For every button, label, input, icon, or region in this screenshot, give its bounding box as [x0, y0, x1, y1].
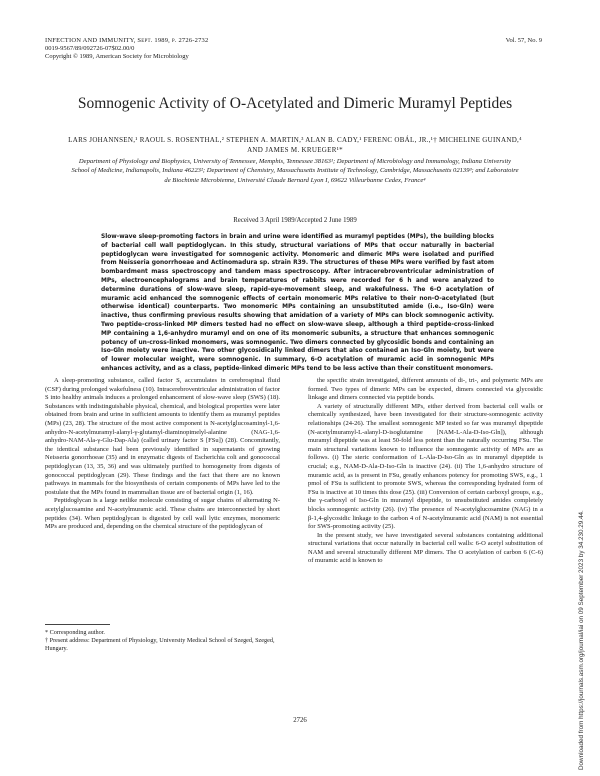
author-affiliations: Department of Physiology and Biophysics, University of Tennessee, Memphis, Tennessee 38163¹; Department of Microbiology and Immunology, Indiana University School of Medicine, Indianapolis, Indiana 46223²; Department of Chemistry, Massachusetts Institute of Technology, Cambridge, Massachusetts 02139³; and Laboratoire de Biochimie Microbienne, Université Claude Bernard Lyon I, 69622 Villeurbanne Cedex, France⁴: [71, 158, 519, 184]
download-watermark: [578, 380, 588, 770]
copyright-line: Copyright © 1989, American Society for Microbiology: [45, 53, 189, 61]
page-number: 2726: [293, 717, 307, 724]
issn-code: 0019-9567/89/092726-07$02.00/0: [45, 45, 135, 53]
article-title: Somnogenic Activity of O-Acetylated and Dimeric Muramyl Peptides: [77, 95, 513, 112]
body-paragraph: A variety of structurally different MPs, either derived from bacterial cell walls or chemically synthesized, have been investigated for their structure-somnogenic activity relationships (24-26). The smallest somnogenic MP tested so far was muramyl dipeptide (N-acetylmuramyl-L-alanyl-D-isoglutamine [NAM-L-Ala-D-Iso-Gln]), although muramyl dipeptide was at least 50-fold less potent than the naturally occurring FSu. The main structural variations known to influence the somnogenic activity of MPs are as follows. (i) The steric conformation of L-Ala-D-Iso-Gln as in muramyl dipeptide is crucial; e.g., NAM-D-Ala-D-Iso-Gln is inactive (24). (ii) The 1,6-anhydro structure of muramic acid, as is present in FSu, greatly enhances potency for promoting SWS, e.g., 1 pmol of FSu is sufficient to promote SWS, whereas the corresponding hydrated form of FSu is inactive at 10 times this dose (25). (iii) Conversion of certain carboxyl groups, e.g., the γ-carboxyl of Iso-Gln in muramyl dipeptide, to unsubstituted amides completely blocks somnogenic activity (26). (iv) The presence of N-acetylglucosamine (NAG) in a β-1,4-glycosidic linkage to the carbon 4 of N-acetylmuramic acid (NAM) is not essential for SWS-promoting activity (25).: [308, 402, 543, 531]
body-column-right: [308, 377, 543, 566]
body-column-left: [45, 377, 280, 532]
abstract: Slow-wave sleep-promoting factors in brain and urine were identified as muramyl peptides (MPs), the building blocks of bacterial cell wall peptidoglycan. In this study, structural variations of MPs that occur naturally in bacterial peptidoglycan were investigated for somnogenic activity. Monomeric and dimeric MPs were isolated and purified from Neisseria gonorrhoeae and Actinomadura sp. strain R39. The structures of these MPs were verified by fast atom bombardment mass spectroscopy and tandem mass spectroscopy. After intracerebroventricular administration of MPs, electroencephalograms and brain temperatures of rabbits were recorded for 6 h and were analyzed to determine durations of slow-wave sleep, rapid-eye-movement sleep, and wakefulness. The 6-O acetylation of muramic acid enhanced the somnogenic effects of certain monomeric MPs relative to their non-O-acetylated (but otherwise identical) counterparts. Two monomeric MPs containing an unsubstituted amide (i.e., Iso-Gln) were inactive, thus confirming previous results showing that amidation of a variety of MPs can block somnogenic activity. Two peptide-cross-linked MP dimers tested had no effect on slow-wave sleep, although a third peptide-cross-linked MP containing a 1,6-anhydro muramyl end on one of its monomeric subunits, a structure that enhances somnogenic potency of un-cross-linked monomers, was somnogenic. Two dimers connected by glycosidic bonds and containing an Iso-Gln moiety were inactive. Two other glycosidically linked dimers that also contained an Iso-Gln moiety, but were of lower molecular weight, were somnogenic. In summary, 6-O acetylation of muramic acid in somnogenic MPs enhances activity, and as a class, peptide-linked dimeric MPs tend to be less active than their constituent monomers.: [101, 234, 494, 372]
body-paragraph: the specific strain investigated, different amounts of di-, tri-, and polymeric MPs are formed. Two types of dimeric MPs can be expected, dimers connected via glycosidic linkage and dimers connected via peptide bonds.: [308, 377, 543, 402]
received-dates: Received 3 April 1989/Accepted 2 June 1989: [233, 217, 357, 224]
journal-masthead: [45, 37, 345, 62]
body-paragraph: A sleep-promoting substance, called factor S, accumulates in cerebrospinal fluid (CSF) during prolonged wakefulness (10). Intracerebroventricular administration of factor S into healthy animals induces a prolonged enhancement of slow-wave sleep (SWS) (18). Substances with indistinguishable physical, chemical, and biological properties were later obtained from brain and urine in sufficient amounts to identify them as muramyl peptides (MPs) (23, 28). The structure of the most active component is N-acetylglucosaminyl-1,6-anhydro-N-acetylmuramyl-alanyl-γ-glutamyl-diaminopimelyl-alanine (NAG-1,6-anhydro-NAM-Ala-γ-Glu-Dap-Ala) (called urinary factor S [FSu]) (28). Concomitantly, the identical substance had been previously identified in supernatants of growing Neisseria gonorrhoeae (35) and in enzymatic digests of Escherichia coli and gonococcal peptidoglycan (13, 35, 36) and was ultimately purified to homogeneity from digests of gonococcal peptidoglycan (29). These findings and the fact that there are no known pathways in mammals for the biosynthesis of certain components of MPs have led to the postulate that the MPs found in mammalian tissue are of bacterial origin (1, 16).: [45, 377, 280, 496]
download-watermark-text: Downloaded from https://journals.asm.org/journal/iai on 09 September 2023 by 34.230.29.44.: [578, 510, 585, 770]
journal-citation: INFECTION AND IMMUNITY, Sept. 1989, p. 2726-2732: [45, 37, 209, 44]
body-paragraph: Peptidoglycan is a large netlike molecule consisting of sugar chains of alternating N-acetylglucosamine and N-acetylmuramic acid. These chains are interconnected by short peptides (34). When peptidoglycan is digested by cell wall lytic enzymes, monomeric MPs are produced and, depending on the chemical structure of the peptidoglycan of: [45, 497, 280, 531]
author-list: LARS JOHANNSEN,¹ RAOUL S. ROSENTHAL,² STEPHEN A. MARTIN,³ ALAN B. CADY,¹ FERENC OBÁL, JR.,¹† MICHELINE GUINAND,⁴ AND JAMES M. KRUEGER¹*: [68, 136, 522, 154]
corresponding-author-note: * Corresponding author.: [45, 629, 105, 636]
body-paragraph: In the present study, we have investigated several substances containing additional structural variations that occur naturally in bacterial cell walls: 6-O acetyl substitution of NAM and several structurally different MP dimers. The O acetylation of carbon 6 (C-6) of muramic acid is known to: [308, 531, 543, 565]
present-address-note: † Present address: Department of Physiology, University Medical School of Szeged, Szeged, Hungary.: [45, 637, 275, 652]
footnote-divider: [45, 624, 110, 625]
volume-label: Vol. 57, No. 9: [505, 37, 542, 44]
footnotes: [45, 629, 280, 653]
